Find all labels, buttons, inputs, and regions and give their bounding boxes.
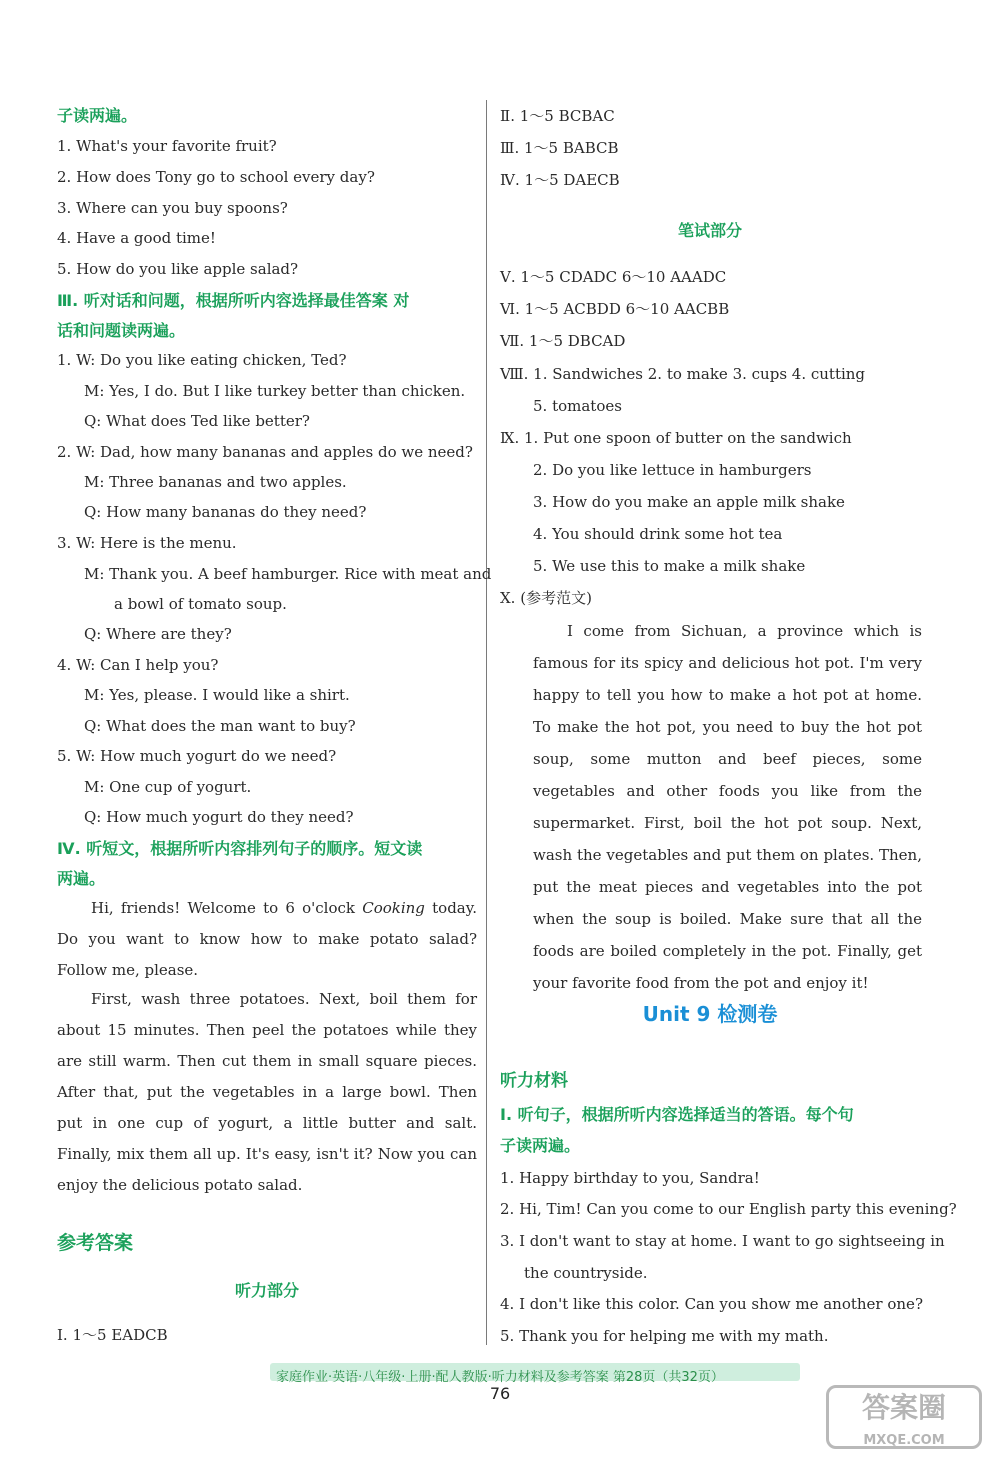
sentence-line: 3. I don't want to stay at home. I want to go sightseeing in bbox=[500, 1232, 945, 1250]
answer-line: 5. We use this to make a milk shake bbox=[533, 557, 806, 575]
sentence-line: 5. Thank you for helping me with my math. bbox=[500, 1327, 829, 1345]
dialogue-line: Q: How much yogurt do they need? bbox=[84, 808, 354, 826]
dialogue-line: 4. W: Can I help you? bbox=[57, 656, 219, 674]
question-line: 2. How does Tony go to school every day? bbox=[57, 168, 375, 186]
dialogue-line: 3. W: Here is the menu. bbox=[57, 534, 237, 552]
dialogue-line: 5. W: How much yogurt do we need? bbox=[57, 747, 337, 765]
answer-line: Ⅴ. 1～5 CDADC 6～10 AAADC bbox=[500, 268, 727, 286]
dialogue-line: Q: What does Ted like better? bbox=[84, 412, 310, 430]
answer-line: Ⅹ. (参考范文) bbox=[500, 589, 592, 607]
section-heading: 子读两遍。 bbox=[500, 1136, 581, 1155]
subsection-heading: 笔试部分 bbox=[677, 221, 742, 240]
answer-line: Ⅲ. 1～5 BABCB bbox=[500, 139, 619, 157]
page-number: 76 bbox=[489, 1384, 511, 1403]
question-line: 1. What's your favorite fruit? bbox=[57, 137, 277, 155]
dialogue-line: Q: Where are they? bbox=[84, 625, 232, 643]
dialogue-line: M: Thank you. A beef hamburger. Rice with meat and bbox=[84, 565, 492, 583]
column-divider bbox=[486, 100, 487, 1345]
dialogue-line: M: Three bananas and two apples. bbox=[84, 473, 347, 491]
unit-title: Unit 9 检测卷 bbox=[642, 1002, 778, 1026]
sentence-line: 1. Happy birthday to you, Sandra! bbox=[500, 1169, 760, 1187]
answer-line: 2. Do you like lettuce in hamburgers bbox=[533, 461, 812, 479]
dialogue-line: M: Yes, please. I would like a shirt. bbox=[84, 686, 350, 704]
answer-line: 3. How do you make an apple milk shake bbox=[533, 493, 845, 511]
dialogue-line: M: One cup of yogurt. bbox=[84, 778, 252, 796]
dialogue-line: 1. W: Do you like eating chicken, Ted? bbox=[57, 351, 347, 369]
dialogue-line: 2. W: Dad, how many bananas and apples do we need? bbox=[57, 443, 473, 461]
question-line: 3. Where can you buy spoons? bbox=[57, 199, 288, 217]
section-heading: Ⅲ. 听对话和问题，根据所听内容选择最佳答案 对 bbox=[57, 291, 410, 310]
passage-paragraph: First, wash three potatoes. Next, boil them for about 15 minutes. Then peel the potatoes while they are still warm. Then cut them in small square pieces. After that, put the vegetables in a large bowl. Then put in one cup of yogurt, a little butter and salt. Finally, mix them all up. It's easy, isn't it? Now you can enjoy the delicious potato salad. bbox=[57, 990, 477, 1194]
dialogue-line: Q: What does the man want to buy? bbox=[84, 717, 356, 735]
sentence-line: the countryside. bbox=[524, 1264, 648, 1282]
sentence-line: 4. I don't like this color. Can you show me another one? bbox=[500, 1295, 923, 1313]
answer-line: Ⅵ. 1～5 ACBDD 6～10 AACBB bbox=[500, 300, 730, 318]
answer-line: Ⅳ. 1～5 DAECB bbox=[500, 171, 620, 189]
answer-line: Ⅸ. 1. Put one spoon of butter on the sandwich bbox=[500, 429, 852, 447]
subsection-heading: 听力部分 bbox=[234, 1281, 299, 1300]
answer-key-heading: 参考答案 bbox=[57, 1232, 134, 1254]
section-heading: Ⅳ. 听短文，根据所听内容排列句子的顺序。短文读 bbox=[57, 839, 423, 858]
answer-line: 4. You should drink some hot tea bbox=[533, 525, 783, 543]
section-heading: 话和问题读两遍。 bbox=[57, 321, 186, 340]
answer-line: Ⅶ. 1～5 DBCAD bbox=[500, 332, 626, 350]
passage-paragraph: Hi, friends! Welcome to 6 o'clock Cooking today. Do you want to know how to make potato salad? Follow me, please. bbox=[57, 899, 477, 979]
footer-text: 家庭作业·英语·八年级·上册·配人教版·听力材料及参考答案 第28页（共32页） bbox=[276, 1370, 724, 1385]
watermark-logo: 答案圈 MXQE.COM bbox=[826, 1385, 982, 1449]
section-heading: 两遍。 bbox=[57, 869, 106, 888]
section-heading: Ⅰ. 听句子，根据所听内容选择适当的答语。每个句 bbox=[500, 1105, 854, 1124]
answer-line: Ⅷ. 1. Sandwiches 2. to make 3. cups 4. cutting bbox=[500, 365, 866, 383]
answer-line: 5. tomatoes bbox=[533, 397, 622, 415]
question-line: 5. How do you like apple salad? bbox=[57, 260, 299, 278]
dialogue-line: Q: How many bananas do they need? bbox=[84, 503, 367, 521]
section-heading: 听力材料 bbox=[500, 1071, 568, 1091]
section-heading: 子读两遍。 bbox=[57, 106, 138, 125]
answer-line: Ⅱ. 1～5 BCBAC bbox=[500, 107, 615, 125]
answer-line: Ⅰ. 1～5 EADCB bbox=[57, 1326, 168, 1344]
question-line: 4. Have a good time! bbox=[57, 229, 216, 247]
sample-essay: I come from Sichuan, a province which is famous for its spicy and delicious hot pot. I'm very happy to tell you how to make a hot pot at home. To make the hot pot, you need to buy the hot pot soup, some mutton and beef pieces, some vegetables and other foods you like from the supermarket. First, boil the hot pot soup. Next, wash the vegetables and put them on plates. Then, put the meat pieces and vegetables into the pot when the soup is boiled. Make sure that all the foods are boiled completely in the pot. Finally, get your favorite food from the pot and enjoy it! bbox=[533, 622, 922, 992]
dialogue-line: M: Yes, I do. But I like turkey better than chicken. bbox=[84, 382, 466, 400]
sentence-line: 2. Hi, Tim! Can you come to our English party this evening? bbox=[500, 1200, 957, 1218]
dialogue-line: a bowl of tomato soup. bbox=[114, 595, 287, 613]
